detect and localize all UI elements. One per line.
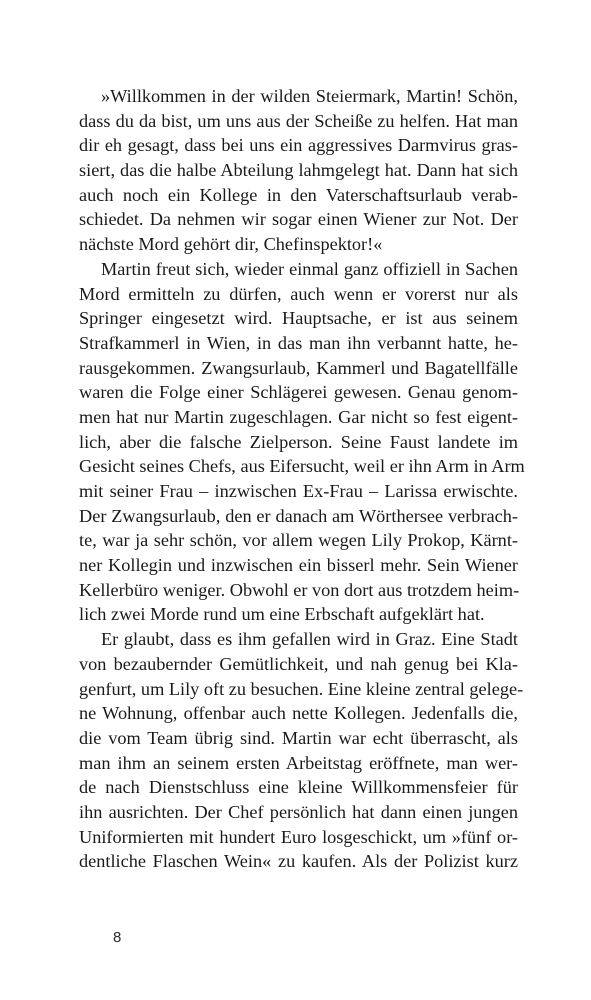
- text-line: mit seiner Frau – inzwischen Ex-Frau – Larissa erwischte.: [79, 481, 518, 501]
- text-line: Der Zwangsurlaub, den er danach am Wörthersee verbrach-: [79, 505, 518, 526]
- text-line: de nach Dienstschluss eine kleine Willkommensfeier für: [79, 777, 518, 798]
- text-line: siert, das die halbe Abteilung lahmgelegt hat. Dann hat sich: [79, 160, 518, 181]
- text-line: lich, aber die falsche Zielperson. Seine Faust landete im: [79, 431, 518, 452]
- text-line: die vom Team übrig sind. Martin war echt überrascht, als: [79, 727, 518, 748]
- text-line: ner Kollegin und inzwischen ein bisserl mehr. Sein Wiener: [79, 555, 518, 576]
- paragraph: [79, 257, 525, 627]
- paragraph: [79, 84, 518, 257]
- text-line: Mord ermitteln zu dürfen, auch wenn er vorerst nur als: [79, 283, 518, 304]
- paragraph: [79, 627, 524, 874]
- text-line: Uniformierten mit hundert Euro losgeschickt, um »fünf or-: [79, 826, 518, 847]
- body-text: [79, 84, 525, 874]
- text-line: lich zwei Morde rund um eine Erbschaft aufgeklärt hat.: [79, 604, 485, 625]
- text-line: von bezaubernder Gemütlichkeit, und nah genug bei Kla-: [79, 653, 518, 674]
- text-line: Martin freut sich, wieder einmal ganz offiziell in Sachen: [101, 258, 518, 279]
- text-line: »Willkommen in der wilden Steiermark, Martin! Schön,: [101, 86, 518, 106]
- text-line: men hat nur Martin zugeschlagen. Gar nicht so fest eigent-: [79, 406, 518, 427]
- text-line: schiedet. Da nehmen wir sogar einen Wiener zur Not. Der: [79, 209, 518, 230]
- text-line: auch noch ein Kollege in den Vaterschaftsurlaub verab-: [79, 184, 518, 205]
- text-line: Er glaubt, dass es ihm gefallen wird in Graz. Eine Stadt: [101, 629, 518, 650]
- text-line: ne Wohnung, offenbar auch nette Kollegen. Jedenfalls die,: [79, 703, 518, 724]
- text-line: te, war ja sehr schön, vor allem wegen Lily Prokop, Kärnt-: [79, 530, 518, 551]
- text-line: waren die Folge einer Schlägerei gewesen. Genau genom-: [79, 382, 518, 403]
- text-line: genfurt, um Lily oft zu besuchen. Eine kleine zentral gelege-: [79, 678, 524, 699]
- text-line: Springer eingesetzt wird. Hauptsache, er ist aus seinem: [79, 308, 518, 329]
- text-line: Gesicht seines Chefs, aus Eifersucht, weil er ihn Arm in Arm: [79, 456, 525, 477]
- text-line: rausgekommen. Zwangsurlaub, Kammerl und Bagatellfälle: [79, 357, 518, 378]
- text-line: dentliche Flaschen Wein« zu kaufen. Als der Polizist kurz: [79, 851, 518, 872]
- text-line: Kellerbüro weniger. Obwohl er von dort aus trotzdem heim-: [79, 579, 520, 600]
- text-line: ihn ausrichten. Der Chef persönlich hat dann einen jungen: [79, 801, 518, 822]
- text-line: Strafkammerl in Wien, in das man ihn verbannt hatte, he-: [79, 332, 518, 353]
- text-line: dir eh gesagt, dass bei uns ein aggressives Darmvirus gras-: [79, 135, 518, 156]
- text-line: man ihm an seinem ersten Arbeitstag eröffnete, man wer-: [79, 752, 518, 773]
- text-line: nächste Mord gehört dir, Chefinspektor!«: [79, 234, 383, 255]
- text-line: dass du da bist, um uns aus der Scheiße zu helfen. Hat man: [79, 110, 518, 131]
- page-number: 8: [113, 929, 122, 946]
